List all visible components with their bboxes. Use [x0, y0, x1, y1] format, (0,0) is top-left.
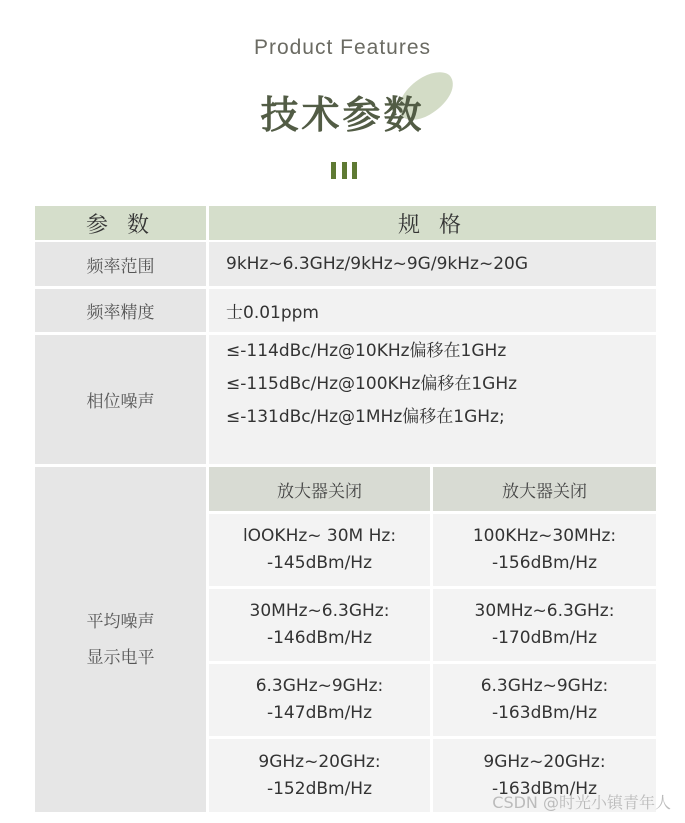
header-spec: 规 格	[209, 206, 656, 240]
phase-noise-line: ≤-131dBc/Hz@1MHz偏移在1GHz;	[226, 407, 505, 427]
sub-header-amp-off: 放大器关闭	[433, 467, 656, 511]
danl-cell	[433, 664, 656, 736]
danl-level: -170dBm/Hz	[491, 628, 598, 648]
danl-range: 6.3GHz~9GHz:	[480, 676, 609, 696]
danl-label-line: 平均噪声	[86, 611, 155, 632]
danl-cell	[209, 739, 430, 812]
danl-level: -147dBm/Hz	[266, 703, 373, 723]
phase-noise-line: ≤-114dBc/Hz@10KHz偏移在1GHz	[226, 341, 507, 361]
subtitle: Product Features	[253, 36, 432, 59]
danl-level: -156dBm/Hz	[491, 553, 598, 573]
danl-cell	[209, 589, 430, 661]
danl-range: 30MHz~6.3GHz:	[249, 601, 390, 621]
row-label-danl	[35, 467, 206, 812]
danl-level: -163dBm/Hz	[491, 778, 598, 799]
danl-range: 6.3GHz~9GHz:	[255, 676, 384, 696]
danl-cell	[433, 589, 656, 661]
danl-cell	[433, 514, 656, 586]
row-value-freq-range: 9kHz~6.3GHz/9kHz~9G/9kHz~20G	[209, 242, 656, 286]
danl-range: 30MHz~6.3GHz:	[474, 601, 615, 621]
page-title: 技术参数	[260, 93, 425, 137]
row-value-phase-noise	[209, 335, 656, 464]
danl-level: -145dBm/Hz	[266, 553, 373, 573]
danl-range: 100KHz~30MHz:	[472, 526, 617, 546]
row-label-freq-accuracy: 频率精度	[35, 289, 206, 332]
divider-bars-icon	[331, 162, 357, 179]
danl-label-line: 显示电平	[86, 647, 155, 668]
danl-level: -163dBm/Hz	[491, 703, 598, 723]
row-value-freq-accuracy: 士0.01ppm	[209, 289, 656, 332]
phase-noise-line: ≤-115dBc/Hz@100KHz偏移在1GHz	[226, 374, 518, 394]
row-label-freq-range: 频率范围	[35, 242, 206, 286]
danl-range: lOOKHz~ 30M Hz:	[242, 526, 397, 546]
sub-header-amp-off: 放大器关闭	[209, 467, 430, 511]
danl-range: 9GHz~20GHz:	[483, 751, 606, 772]
header-param: 参 数	[35, 206, 206, 240]
danl-level: -152dBm/Hz	[266, 778, 373, 799]
danl-cell	[209, 514, 430, 586]
danl-cell	[209, 664, 430, 736]
watermark: CSDN @时光小镇青年人	[492, 793, 671, 812]
danl-level: -146dBm/Hz	[266, 628, 373, 648]
row-label-phase-noise: 相位噪声	[35, 335, 206, 464]
danl-range: 9GHz~20GHz:	[258, 751, 381, 772]
